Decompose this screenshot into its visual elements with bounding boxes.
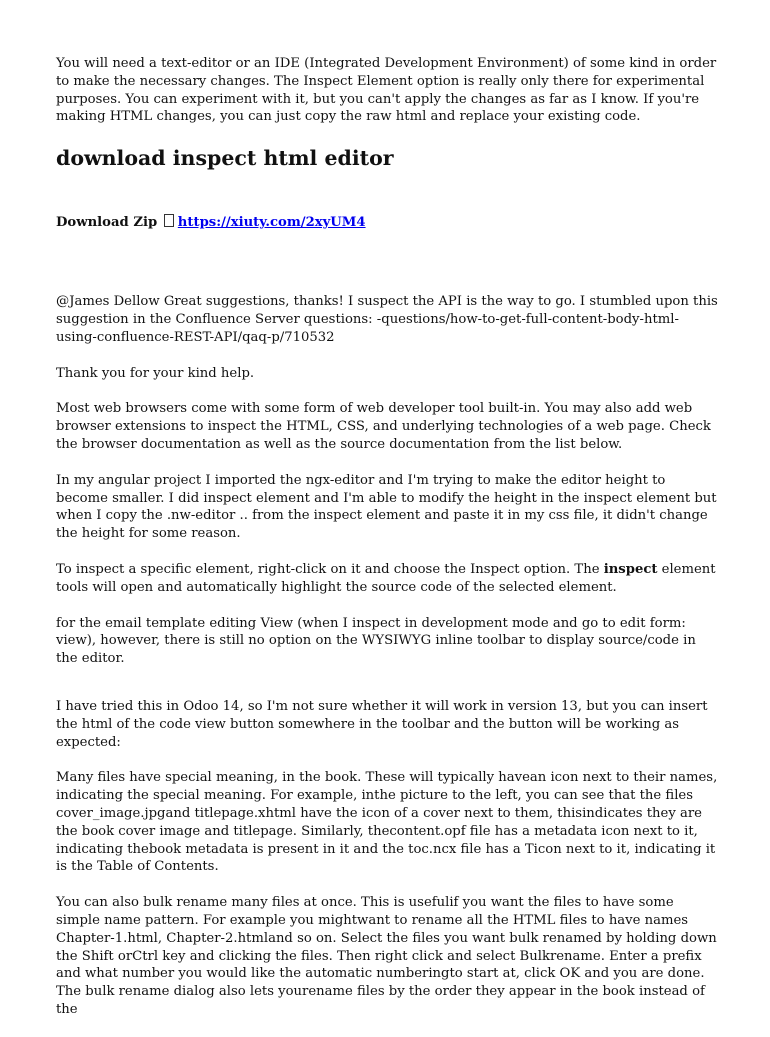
spacer <box>56 232 718 293</box>
paragraph-8: Many files have special meaning, in the book. These will typically havean icon next to their names, indicating the special meaning. For example, inthe picture to the left, you can see that the files cover_image.jpgand titlepage.xhtml have the icon of a cover next to them, thisindicates they are the book cover image and titlepage. Similarly, thecontent.opf file has a metadata icon next to it, indicating thebook metadata is present in it and the toc.ncx file has a Ticon next to it, indicating it is the Table of Contents. <box>56 770 718 875</box>
page-title: download inspect html editor <box>56 146 394 171</box>
paragraph-7: I have tried this in Odoo 14, so I'm not sure whether it will work in version 13, but you can insert the html of the code view button somewhere in the toolbar and the button will be working as expected: <box>56 698 708 750</box>
paragraph-5 <box>56 561 718 597</box>
paragraph-4: In my angular project I imported the ngx-editor and I'm trying to make the editor height to become smaller. I did inspect element and I'm able to modify the height in the inspect element but when I copy the .nw-editor .. from the inspect element and paste it in my css file, it didn't change the height for some reason. <box>56 472 717 542</box>
paragraph-1: @James Dellow Great suggestions, thanks! I suspect the API is the way to go. I stumbled upon this suggestion in the Confluence Server questions: -questions/how-to-get-full-content-body-html-using-confluence-REST-API/qaq-p/710532 <box>56 294 718 345</box>
intro-paragraph: You will need a text-editor or an IDE (Integrated Development Environment) of some kind in order to make the necessary changes. The Inspect Element option is really only there for experimental purposes. You can experiment with it, but you can't apply the changes as far as I know. If you're making HTML changes, you can just copy the raw html and replace your existing code. <box>56 56 717 125</box>
paragraph-5-start: To inspect a specific element, right-click on it and choose the Inspect option. The <box>56 561 604 577</box>
document-page <box>56 55 718 1037</box>
paragraph-2: Thank you for your kind help. <box>56 365 255 381</box>
download-label: Download Zip <box>56 215 158 231</box>
download-link[interactable]: https://xiuty.com/2xyUM4 <box>177 215 366 231</box>
paragraph-5-bold: inspect <box>603 561 658 577</box>
download-line <box>56 214 718 232</box>
paragraph-5-end: element tools will open and automatically highlight the source code of the selected element. <box>56 561 716 595</box>
paragraph-9: You can also bulk rename many files at once. This is usefulif you want the files to have some simple name pattern. For example you mightwant to rename all the HTML files to have names Chapter-1.html, Chapter-2.htmland so on. Select the files you want bulk renamed by holding down the Shift orCtrl key and clicking the files. Then right click and select Bulkrename. Enter a prefix and what number you would like the automatic numberingto start at, click OK and you are done. The bulk rename dialog also lets yourename files by the order they appear in the book instead of the <box>56 895 717 1017</box>
paragraph-6: for the email template editing View (when I inspect in development mode and go to edit form: view), however, there is still no option on the WYSIWYG inline toolbar to display source/code in the editor. <box>56 615 696 667</box>
arrow-icon <box>164 214 174 227</box>
paragraph-3: Most web browsers come with some form of web developer tool built-in. You may also add web browser extensions to inspect the HTML, CSS, and underlying technologies of a web page. Check the browser documentation as well as the source documentation from the list below. <box>56 401 711 452</box>
